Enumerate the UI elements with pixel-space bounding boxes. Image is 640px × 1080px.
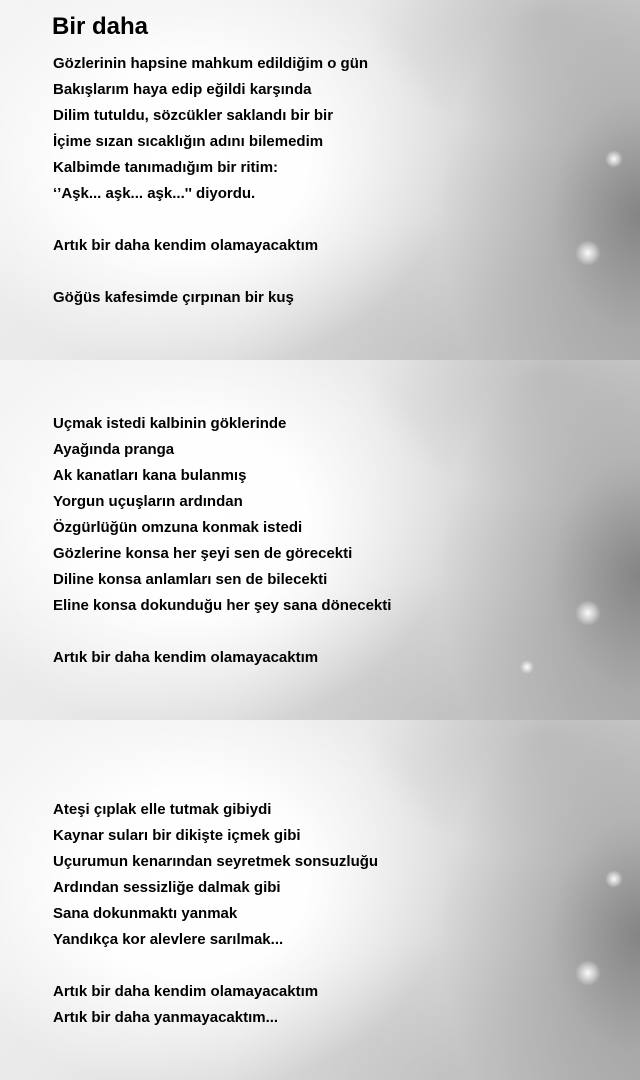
poem-line: Özgürlüğün omzuna konmak istedi — [53, 519, 303, 536]
poem-line: Sana dokunmaktı yanmak — [53, 905, 238, 922]
poem-line: Ateşi çıplak elle tutmak gibiydi — [53, 801, 272, 818]
sparkle-decoration — [605, 870, 623, 888]
stanza-4 — [53, 411, 391, 619]
poem-line: Kaynar suları bir dikişte içmek gibi — [53, 827, 301, 844]
poem-line: ‘’Aşk... aşk... aşk...'' diyordu. — [53, 185, 256, 202]
poem-line: Ayağında pranga — [53, 441, 175, 458]
poem-line: Gözlerine konsa her şeyi sen de görecekti — [53, 545, 353, 562]
sparkle-decoration — [605, 150, 623, 168]
poem-line: Göğüs kafesimde çırpınan bir kuş — [53, 289, 294, 306]
poem-line: Eline konsa dokunduğu her şey sana dönecekti — [53, 597, 392, 614]
background-panel-3 — [0, 720, 640, 1080]
stanza-3 — [53, 285, 294, 311]
background-panel-1 — [0, 0, 640, 360]
poem-line: Yandıkça kor alevlere sarılmak... — [53, 931, 284, 948]
poem-line: Uçmak istedi kalbinin göklerinde — [53, 415, 287, 432]
poem-title: Bir daha — [52, 13, 149, 40]
sparkle-decoration — [575, 960, 601, 986]
sparkle-decoration — [520, 660, 534, 674]
stanza-6 — [53, 797, 378, 953]
stanza-5 — [53, 645, 318, 671]
stanza-7 — [53, 979, 318, 1031]
background-panel-2 — [0, 360, 640, 720]
poem-line: Ak kanatları kana bulanmış — [53, 467, 247, 484]
poem-line: Yorgun uçuşların ardından — [53, 493, 243, 510]
poem-line: Kalbimde tanımadığım bir ritim: — [53, 159, 279, 176]
sparkle-decoration — [575, 600, 601, 626]
poem-line: Bakışlarım haya edip eğildi karşında — [53, 81, 312, 98]
stanza-1 — [53, 51, 368, 207]
refrain-line: Artık bir daha kendim olamayacaktım — [53, 237, 319, 254]
poem-line: İçime sızan sıcaklığın adını bilemedim — [53, 133, 324, 150]
poem-line: Dilim tutuldu, sözcükler saklandı bir bir — [53, 107, 334, 124]
poem-line: Uçurumun kenarından seyretmek sonsuzluğu — [53, 853, 379, 870]
poem-line: Gözlerinin hapsine mahkum edildiğim o gün — [53, 55, 369, 72]
stanza-2 — [53, 233, 318, 259]
refrain-line: Artık bir daha kendim olamayacaktım — [53, 649, 319, 666]
refrain-line: Artık bir daha kendim olamayacaktım — [53, 983, 319, 1000]
poem-line: Ardından sessizliğe dalmak gibi — [53, 879, 281, 896]
poem-line: Diline konsa anlamları sen de bilecekti — [53, 571, 328, 588]
poem-line: Artık bir daha yanmayacaktım... — [53, 1009, 279, 1026]
sparkle-decoration — [575, 240, 601, 266]
